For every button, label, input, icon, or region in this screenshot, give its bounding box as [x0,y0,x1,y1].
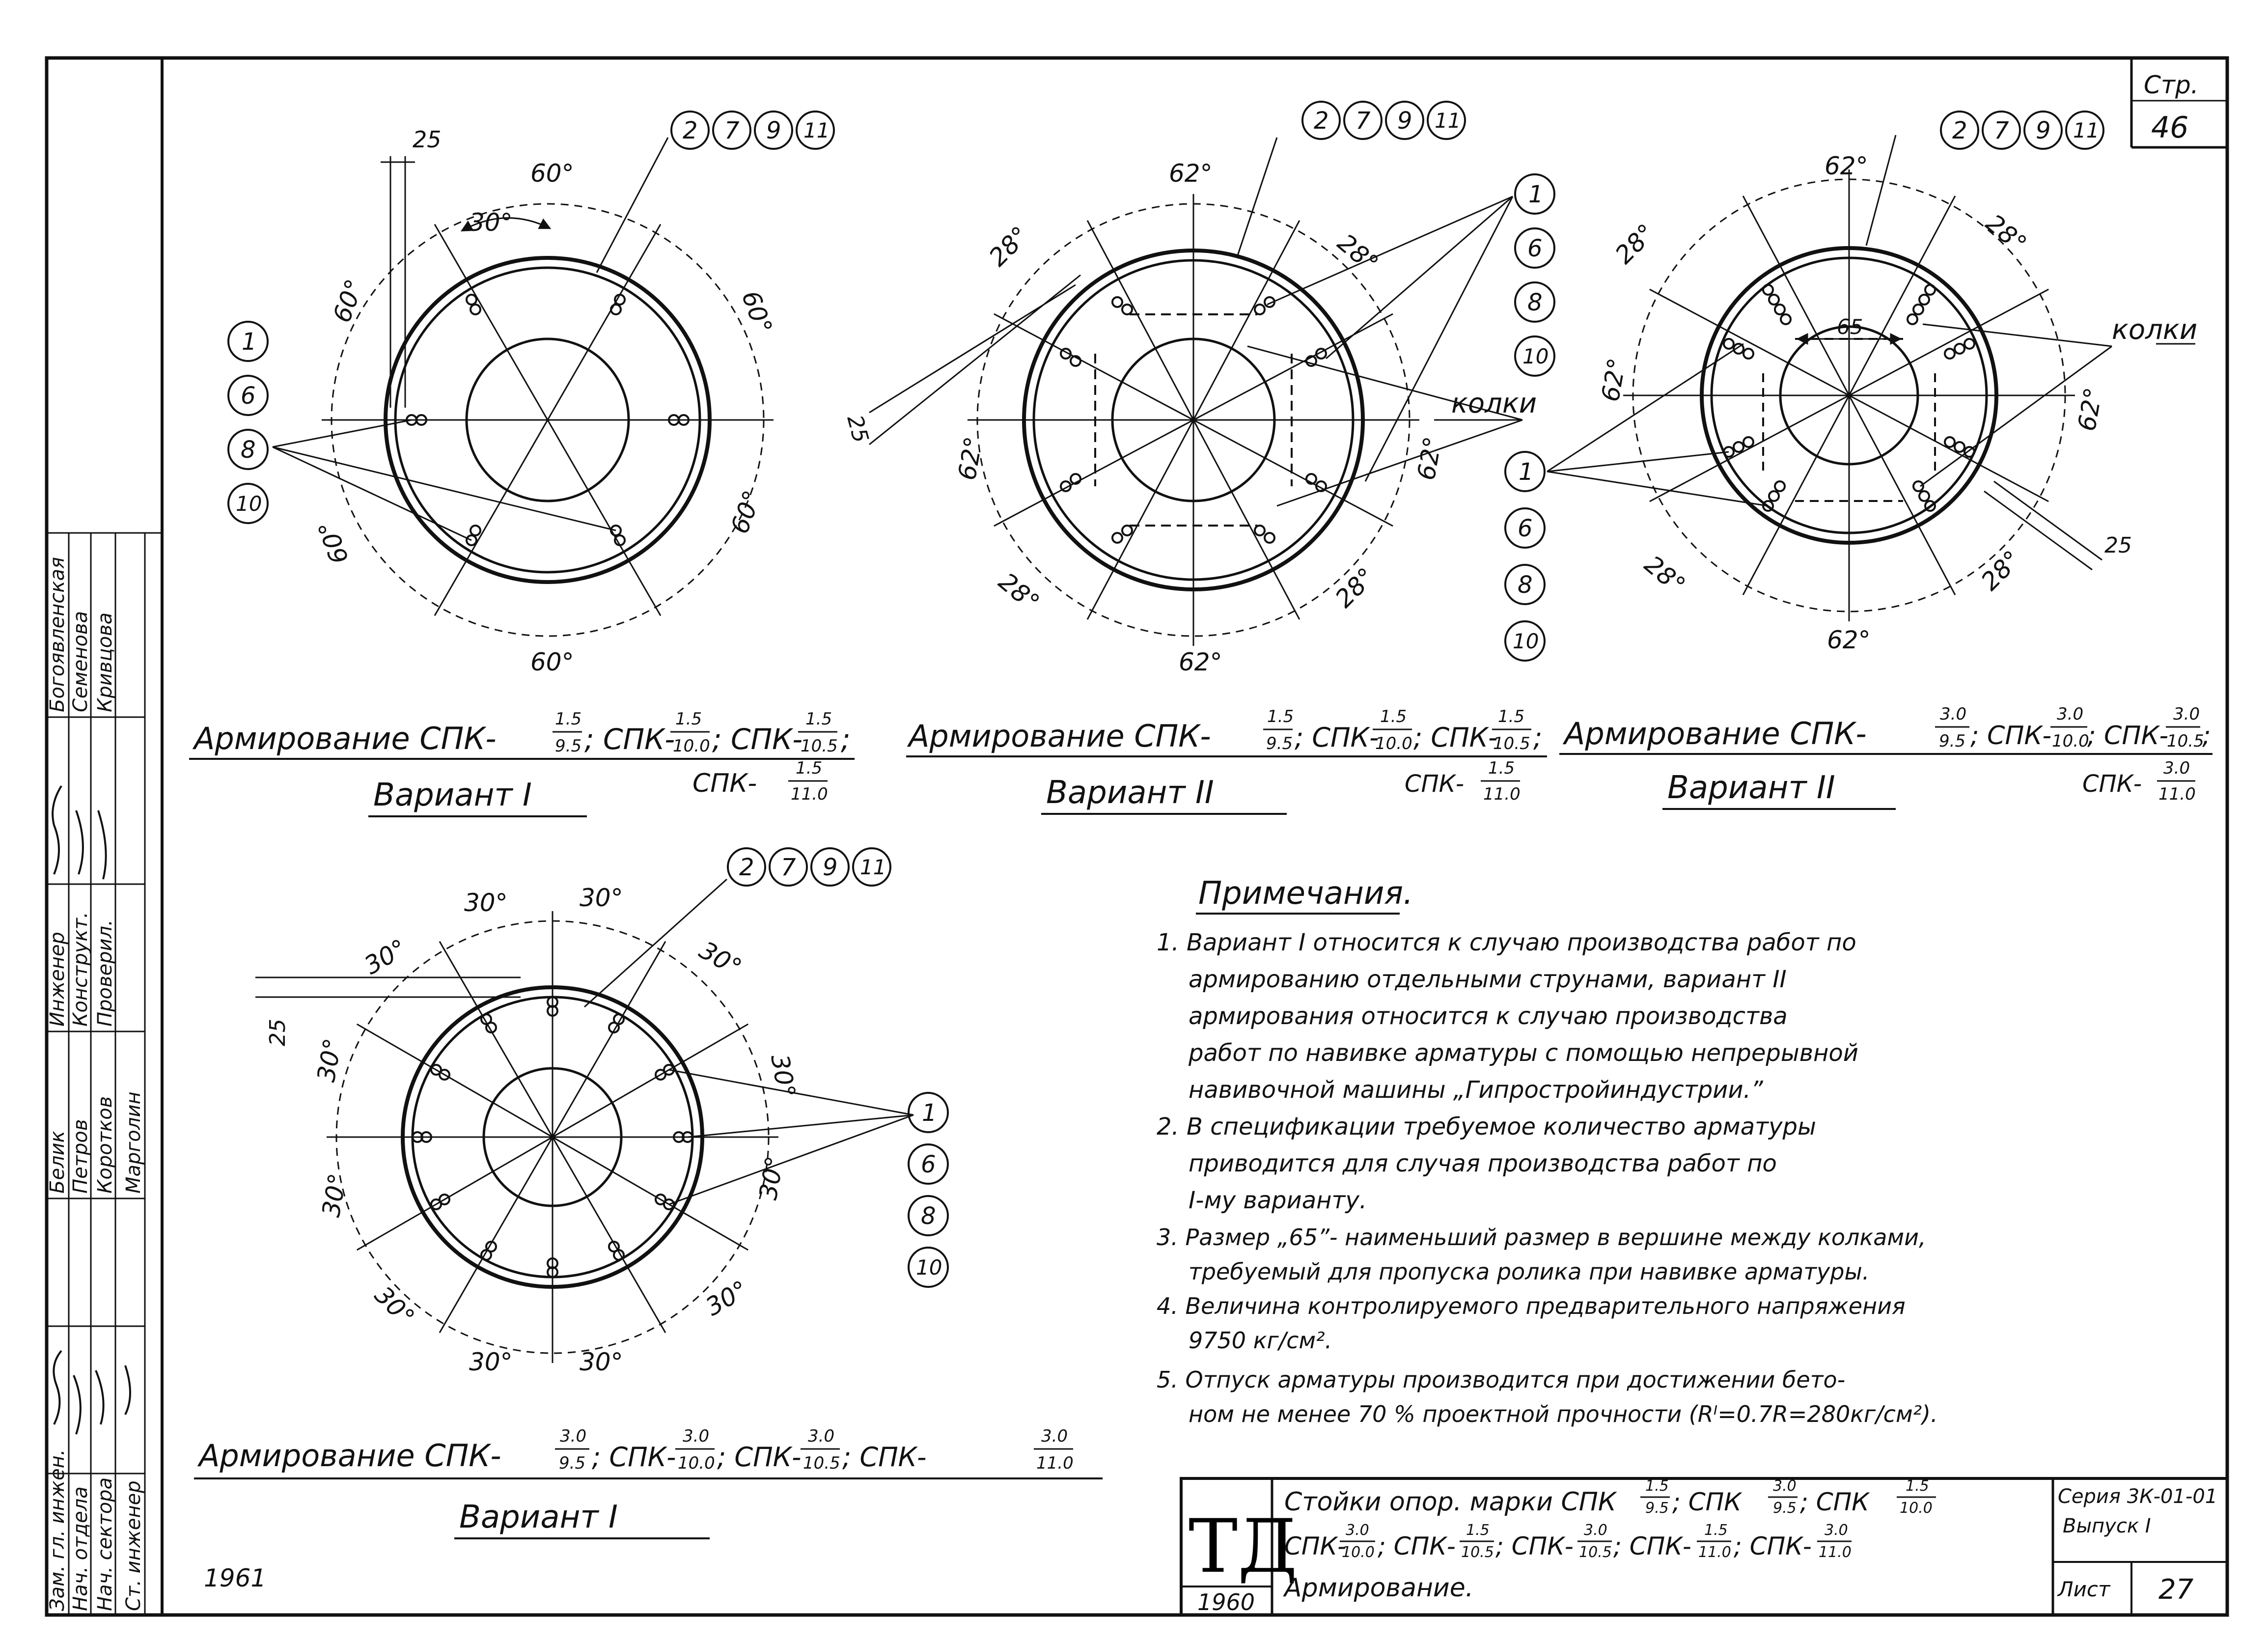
callout-number: 1 [1528,181,1544,208]
note-line: требуемый для пропуска ролика при навивке арматуры. [1189,1258,1870,1285]
frac-den: 10.0 [1342,1544,1375,1561]
angle-label: 30° [469,1348,513,1376]
frac-num: 3.0 [1825,1522,1848,1539]
sheet-label: Лист [2058,1577,2110,1601]
note-line: работ по навивке арматуры с помощью непрерывной [1189,1039,1858,1067]
frac-num: 3.0 [1584,1522,1607,1539]
sig-role-5: Конструкт. [69,912,92,1027]
angle-label: 62° [1596,356,1632,404]
caption-variant-2-right [1559,704,2213,809]
sheet-number: 27 [2158,1574,2194,1606]
angle-label: 62° [1827,626,1871,654]
angle-label: 30° [469,208,513,237]
title-sep: ; СПК- [1495,1532,1574,1560]
variant-label: Вариант II [1046,775,1214,811]
callout-number: 2 [1314,107,1329,135]
angle-label: 30° [580,884,623,912]
caption-sep: ; СПК- [1295,722,1379,753]
title-line2: СПК- [1284,1532,1347,1560]
diagram-variant-2-center [842,138,1537,676]
label-kolki: колки [2112,314,2198,346]
caption-sep: ; СПК- [592,1442,676,1473]
callout-group-top [1941,111,2103,149]
frac-num: 1.5 [675,709,702,729]
callout-number: 6 [921,1151,936,1178]
series-code: Серия 3К-01-01 [2058,1485,2218,1508]
frac-den: 11.0 [1819,1544,1852,1561]
angle-label: 62° [1179,648,1222,676]
callout-number: 7 [1355,107,1371,135]
frac-num: 1.5 [1498,707,1525,726]
frac-den: 9.5 [1939,731,1966,751]
callout-number: 7 [781,854,796,881]
frac-den: 11.0 [1036,1453,1074,1473]
td-year: 1960 [1197,1589,1255,1615]
callout-number: 11 [803,118,830,142]
dimension-25: 25 [2104,533,2132,558]
page-corner-label: Стр. [2144,71,2199,99]
caption-line2: СПК- [2082,770,2142,798]
sig-name-3: Марголин [122,1091,145,1194]
note-line: 9750 кг/см². [1189,1327,1332,1354]
title-line1: Стойки опор. марки СПК [1284,1487,1616,1517]
angle-label: 28° [1329,562,1381,613]
frac-den: 10.5 [803,1453,840,1473]
callout-number: 6 [241,382,256,410]
callout-group-side [909,1093,948,1287]
angle-label: 28° [1332,228,1384,278]
td-logo: ТД [1189,1504,1298,1589]
frac-den: 11.0 [791,784,828,804]
angle-label: 62° [2072,385,2108,434]
title-sep: ; СПК- [1378,1532,1456,1560]
callout-number: 9 [1397,107,1412,135]
callout-number: 11 [860,855,886,879]
frac-den: 9.5 [1266,734,1293,753]
sig-role-3: Ст. инженер [122,1480,145,1611]
angle-label: 30° [369,1280,420,1332]
angle-label: 30° [580,1348,623,1376]
callout-number: 6 [1527,235,1543,262]
frac-num: 1.5 [1488,758,1515,778]
note-line: армирования относится к случаю производства [1189,1002,1788,1030]
frac-num: 3.0 [560,1426,587,1446]
caption-sep: ; СПК- [712,723,803,756]
angle-label: 60° [530,159,574,188]
caption-sep: ; СПК- [2087,721,2169,751]
frac-num: 1.5 [1906,1477,1929,1495]
caption-prefix: Армирование СПК- [194,721,497,756]
frac-den: 11.0 [1483,784,1521,804]
sig-role-0: Зам. гл. инжен. [46,1449,69,1611]
caption-tail: ; [841,723,851,756]
callout-group-side [1515,174,1554,376]
callout-number: 1 [922,1099,937,1127]
variant-label: Вариант I [459,1499,618,1535]
frac-num: 3.0 [1346,1522,1369,1539]
angle-label: 30° [311,1036,348,1085]
frac-den: 9.5 [1645,1500,1669,1517]
angle-label: 30° [753,1154,790,1202]
caption-variant-2-center [906,707,1547,814]
frac-den: 10.0 [673,736,710,756]
callout-number: 9 [823,854,838,881]
callout-number: 7 [724,117,740,144]
frac-num: 1.5 [1267,707,1294,726]
callout-group-top [728,848,890,886]
note-line: 1. Вариант I относится к случаю производства работ по [1157,929,1856,956]
sig-role-1: Нач. отдела [69,1486,92,1611]
callout-group-side [228,322,268,523]
note-line: ном не менее 70 % проектной прочности (Rᴵ=0.7R=280кг/см²). [1189,1401,1938,1427]
frac-den: 10.5 [1493,734,1530,753]
frac-num: 1.5 [796,758,823,778]
callout-number: 6 [1518,515,1533,542]
callout-number: 8 [1527,289,1543,316]
angle-label: 30° [464,889,508,917]
angle-label: 62° [1825,152,1868,180]
angle-label: 62° [952,434,989,483]
frac-den: 9.5 [559,1453,586,1473]
frac-den: 10.0 [678,1453,715,1473]
frac-num: 1.5 [1380,707,1407,726]
caption-sep: ; СПК- [1970,721,2052,751]
title-sep: ; СПК [1672,1488,1742,1516]
frac-num: 1.5 [1704,1522,1728,1539]
frac-num: 3.0 [1041,1426,1068,1446]
caption-line2: СПК- [1405,770,1465,798]
angle-label: 28° [1980,208,2032,259]
callout-number: 1 [242,328,257,356]
angle-label: 28° [1975,545,2027,596]
caption-line2: СПК- [692,769,757,798]
title-sep: ; СПК [1800,1488,1869,1516]
signature-block [46,533,145,1615]
callout-group-top [1302,102,1465,139]
callout-number: 8 [241,436,256,464]
dimension-25: 25 [265,1019,290,1046]
frac-den: 10.5 [1461,1544,1494,1561]
callout-number: 11 [1435,109,1461,133]
page-corner-number: 46 [2151,111,2189,145]
callout-number: 2 [739,854,754,881]
sig-name-5: Семенова [69,611,92,712]
title-sep: ; СПК- [1613,1532,1691,1560]
caption-prefix: Армирование СПК- [199,1438,501,1474]
caption-tail: ; [1533,722,1543,753]
angle-label: 30° [694,936,747,982]
sig-role-6: Проверил. [94,919,116,1027]
frac-den: 11.0 [2158,784,2196,804]
note-line: 5. Отпуск арматуры производится при достижении бето- [1157,1366,1846,1393]
callout-group-side [1505,452,1545,661]
diagram-variant-1-bottom [255,879,913,1376]
angle-label: 62° [1169,159,1213,188]
frac-den: 9.5 [1773,1500,1797,1517]
frac-den: 9.5 [555,736,582,756]
frac-den: 10.0 [1900,1500,1933,1517]
frac-num: 1.5 [1466,1522,1490,1539]
title-line3: Армирование. [1284,1573,1474,1603]
dimension-25: 25 [842,412,874,445]
angle-label: 30° [701,1275,753,1322]
label-kolki: колки [1451,388,1537,419]
year-1961: 1961 [204,1564,267,1592]
callout-number: 10 [1513,629,1539,653]
variant-label: Вариант II [1667,770,1835,806]
frac-num: 3.0 [2163,758,2190,778]
frac-num: 3.0 [1773,1477,1797,1495]
sig-role-2: Нач. сектора [94,1477,116,1611]
angle-label: 30° [765,1052,801,1100]
callout-number: 10 [1522,344,1549,368]
caption-prefix: Армирование СПК- [1564,716,1867,751]
note-line: 2. В спецификации требуемое количество арматуры [1157,1113,1816,1141]
angle-label: 28° [983,221,1035,272]
callout-number: 10 [916,1255,942,1280]
angle-label: 28° [1639,550,1691,600]
callout-number: 9 [2036,117,2051,144]
caption-sep: ; СПК- [584,723,675,756]
notes-title: Примечания. [1198,875,1413,912]
sig-name-0: Белик [46,1131,69,1194]
callout-number: 7 [1994,117,2009,144]
frac-num: 3.0 [683,1426,710,1446]
frac-den: 11.0 [1698,1544,1731,1561]
angle-label: 60° [725,486,767,538]
sig-name-4: Богоявленская [46,557,69,712]
angle-label: 60° [530,648,574,676]
angle-label: 28° [993,567,1045,617]
sig-name-2: Коротков [94,1096,116,1194]
note-line: навивочной машины „Гипростройиндустрии.” [1189,1076,1763,1104]
diagram-variant-1-top [273,126,778,676]
angle-label: 30° [360,933,412,980]
callout-group-top [671,111,834,149]
caption-variant-1-top [189,709,855,816]
note-line: 3. Размер „65”- наименьший размер в вершине между колками, [1157,1224,1926,1251]
page-corner [2131,58,2227,147]
frac-num: 3.0 [808,1426,835,1446]
dimension-25: 25 [413,126,442,153]
variant-label: Вариант I [373,777,532,813]
frac-num: 1.5 [805,709,832,729]
notes-section [1157,875,1938,1427]
caption-prefix: Армирование СПК- [909,718,1211,754]
frac-num: 1.5 [1645,1477,1669,1495]
angle-label: 60° [312,517,355,568]
callout-number: 11 [2073,118,2100,142]
angle-label: 30° [316,1171,353,1220]
note-line: 4. Величина контролируемого предварительного напряжения [1157,1293,1906,1319]
sig-name-6: Кривцова [94,612,116,712]
caption-tail: ; [2202,721,2211,751]
angle-label: 60° [327,275,369,327]
title-block [1181,1477,2227,1615]
frac-num: 3.0 [2057,704,2084,724]
callout-number: 10 [236,492,262,516]
callout-number: 1 [1519,458,1534,486]
frac-den: 10.5 [2167,731,2204,751]
callout-number: 8 [921,1202,936,1230]
issue-number: Выпуск I [2063,1515,2151,1537]
callout-number: 8 [1518,571,1533,599]
caption-sep: ; СПК- [842,1442,927,1473]
sig-name-1: Петров [69,1119,92,1194]
frac-num: 3.0 [2173,704,2200,724]
note-line: I-му варианту. [1189,1187,1367,1214]
callout-number: 2 [683,117,698,144]
frac-den: 10.0 [1375,734,1412,753]
callout-number: 2 [1952,117,1967,144]
note-line: армированию отдельными струнами, вариант II [1189,966,1787,993]
callout-number: 9 [766,117,781,144]
frac-den: 10.0 [2052,731,2089,751]
dimension-65: 65 [1837,315,1863,339]
angle-label: 60° [736,287,778,338]
frac-den: 10.5 [1579,1544,1612,1561]
frac-den: 10.5 [801,736,838,756]
angle-label: 62° [1411,434,1448,483]
angle-label: 28° [1609,218,1661,270]
sig-role-4: Инженер [46,932,69,1027]
diagram-variant-2-right [1547,135,2197,654]
note-line: приводится для случая производства работ по [1189,1150,1777,1177]
title-sep: ; СПК- [1734,1532,1812,1560]
frac-num: 1.5 [555,709,582,729]
caption-sep: ; СПК- [717,1442,802,1473]
caption-sep: ; СПК- [1413,722,1498,753]
caption-variant-1-bottom [194,1426,1103,1538]
frac-num: 3.0 [1940,704,1967,724]
